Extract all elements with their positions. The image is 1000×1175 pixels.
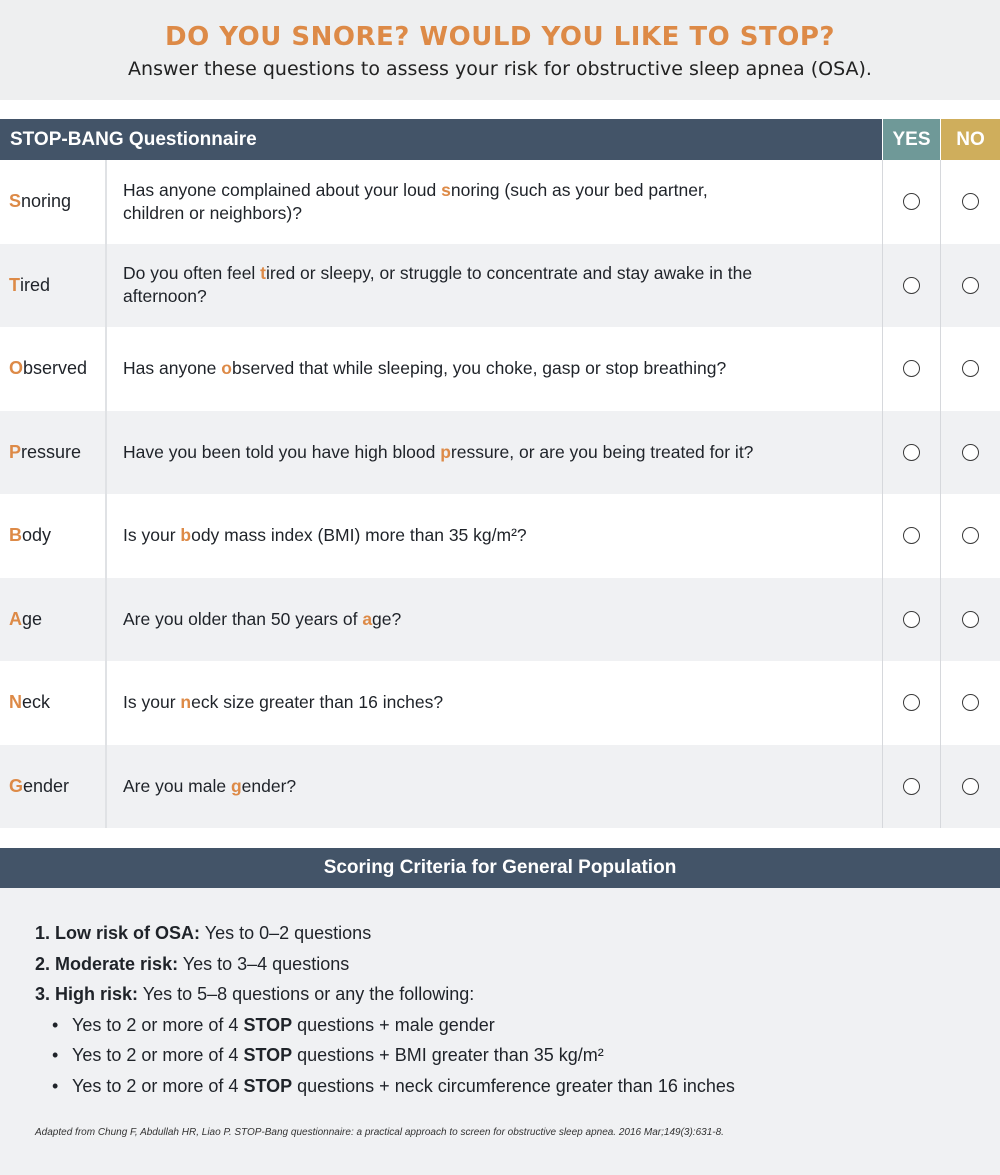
criteria-item xyxy=(35,920,1000,951)
high-risk-sub-list xyxy=(0,1012,1000,1104)
question-part: noring (such as your bed partner, children or neighbors)? xyxy=(123,179,708,223)
no-cell xyxy=(940,578,1000,662)
no-radio[interactable] xyxy=(962,778,979,795)
question-row-pressure xyxy=(0,411,1000,495)
sub-criteria-item xyxy=(72,1012,1000,1043)
question-text xyxy=(107,578,882,662)
yes-radio[interactable] xyxy=(903,193,920,210)
no-radio[interactable] xyxy=(962,193,979,210)
criteria-text: Yes to 0–2 questions xyxy=(200,923,372,943)
yes-cell xyxy=(882,745,940,829)
question-row-gender xyxy=(0,745,1000,829)
question-highlight: g xyxy=(230,775,242,796)
yes-cell xyxy=(882,244,940,328)
row-label xyxy=(0,661,107,745)
question-part: Is your xyxy=(123,692,181,713)
question-part: ge? xyxy=(372,608,402,629)
label-initial: N xyxy=(9,692,22,713)
label-rest: eck xyxy=(22,692,51,713)
sub-criteria-item xyxy=(72,1073,1000,1104)
criteria-label: Moderate risk: xyxy=(55,953,179,974)
question-part: Are you male xyxy=(123,775,231,796)
label-rest: noring xyxy=(21,191,72,212)
yes-cell xyxy=(882,411,940,495)
criteria-label: High risk: xyxy=(55,984,139,1004)
row-label xyxy=(0,745,107,829)
sub-bold: STOP xyxy=(243,1045,293,1065)
header-band xyxy=(0,0,1000,100)
criteria-text: Yes to 5–8 questions or any the following: xyxy=(138,984,475,1004)
question-part: bserved that while sleeping, you choke, gasp or stop breathing? xyxy=(231,358,727,379)
yes-radio[interactable] xyxy=(903,778,920,795)
row-label xyxy=(0,160,107,244)
no-cell xyxy=(940,327,1000,411)
no-radio[interactable] xyxy=(962,611,979,628)
question-part: ender? xyxy=(241,775,297,796)
question-row-observed xyxy=(0,327,1000,411)
question-row-snoring xyxy=(0,160,1000,244)
table-title: STOP-BANG Questionnaire xyxy=(0,119,882,160)
no-radio[interactable] xyxy=(962,277,979,294)
no-column-header: NO xyxy=(940,119,1000,160)
row-label xyxy=(0,494,107,578)
yes-column-header: YES xyxy=(882,119,940,160)
criteria-text: Yes to 3–4 questions xyxy=(178,953,350,974)
question-row-tired xyxy=(0,244,1000,328)
sub-criteria-item xyxy=(72,1042,1000,1073)
question-part: Do you often feel xyxy=(123,263,261,284)
citation: Adapted from Chung F, Abdullah HR, Liao P. STOP-Bang questionnaire: a practical approach to screen for obstructive sleep apnea. 2016 Mar;149(3):631-8. xyxy=(35,1127,724,1138)
yes-radio[interactable] xyxy=(903,611,920,628)
question-highlight: a xyxy=(362,608,373,629)
label-initial: B xyxy=(9,525,22,546)
criteria-number: 1. xyxy=(35,923,51,943)
no-cell xyxy=(940,745,1000,829)
row-label xyxy=(0,578,107,662)
sub-text: Yes to 2 or more of 4 xyxy=(72,1045,244,1065)
question-part: ressure, or are you being treated for it? xyxy=(450,441,754,462)
yes-cell xyxy=(882,578,940,662)
question-highlight: n xyxy=(180,692,192,713)
page-subtitle: Answer these questions to assess your risk for obstructive sleep apnea (OSA). xyxy=(128,58,872,80)
table-header xyxy=(0,119,1000,160)
no-cell xyxy=(940,494,1000,578)
page-title: DO YOU SNORE? WOULD YOU LIKE TO STOP? xyxy=(165,22,835,52)
no-cell xyxy=(940,411,1000,495)
no-radio[interactable] xyxy=(962,360,979,377)
question-part: ody mass index (BMI) more than 35 kg/m²? xyxy=(191,525,527,546)
scoring-header: Scoring Criteria for General Population xyxy=(0,848,1000,888)
sub-text: questions + male gender xyxy=(292,1014,495,1035)
label-rest: ge xyxy=(22,608,43,629)
sub-text: Yes to 2 or more of 4 xyxy=(72,1014,244,1035)
question-text xyxy=(107,661,882,745)
label-rest: ody xyxy=(22,525,52,546)
sub-text: Yes to 2 or more of 4 xyxy=(72,1075,244,1096)
no-radio[interactable] xyxy=(962,694,979,711)
criteria-item xyxy=(35,951,1000,982)
label-initial: G xyxy=(9,775,24,796)
sub-text: questions + BMI greater than 35 kg/m² xyxy=(292,1045,604,1065)
question-part: Have you been told you have high blood xyxy=(123,441,441,462)
yes-radio[interactable] xyxy=(903,694,920,711)
question-text xyxy=(107,411,882,495)
yes-cell xyxy=(882,661,940,745)
label-rest: ressure xyxy=(21,441,82,462)
yes-radio[interactable] xyxy=(903,360,920,377)
label-rest: bserved xyxy=(23,358,88,379)
question-part: ired or sleepy, or struggle to concentrate and stay awake in the afternoon? xyxy=(123,263,753,307)
row-label xyxy=(0,244,107,328)
question-highlight: o xyxy=(221,358,232,379)
question-part: Is your xyxy=(123,525,181,546)
label-initial: T xyxy=(9,274,20,295)
sub-bold: STOP xyxy=(243,1075,293,1096)
question-part: Has anyone xyxy=(123,358,222,379)
label-initial: P xyxy=(9,441,22,462)
no-radio[interactable] xyxy=(962,527,979,544)
criteria-number: 3. xyxy=(35,984,51,1004)
question-text xyxy=(107,244,882,328)
label-rest: ired xyxy=(20,274,51,295)
question-part: Are you older than 50 years of xyxy=(123,608,363,629)
no-cell xyxy=(940,244,1000,328)
row-label xyxy=(0,327,107,411)
no-cell xyxy=(940,160,1000,244)
question-part: eck size greater than 16 inches? xyxy=(191,692,444,713)
question-row-body xyxy=(0,494,1000,578)
scoring-criteria-list xyxy=(0,888,1000,1012)
yes-radio[interactable] xyxy=(903,444,920,461)
question-row-age xyxy=(0,578,1000,662)
yes-cell xyxy=(882,327,940,411)
label-initial: A xyxy=(9,608,22,629)
sub-text: questions + neck circumference greater than 16 inches xyxy=(292,1075,735,1096)
criteria-item xyxy=(35,981,1000,1012)
label-rest: ender xyxy=(23,775,70,796)
stop-bang-table xyxy=(0,119,1000,828)
sub-bold: STOP xyxy=(243,1014,293,1035)
criteria-number: 2. xyxy=(35,953,51,974)
question-highlight: b xyxy=(180,525,192,546)
yes-radio[interactable] xyxy=(903,527,920,544)
question-text xyxy=(107,494,882,578)
scoring-body xyxy=(0,888,1000,1175)
row-label xyxy=(0,411,107,495)
question-text xyxy=(107,327,882,411)
no-cell xyxy=(940,661,1000,745)
question-highlight: p xyxy=(440,441,451,462)
label-initial: O xyxy=(9,358,24,379)
criteria-label: Low risk of OSA: xyxy=(55,923,201,943)
question-highlight: t xyxy=(260,263,266,284)
no-radio[interactable] xyxy=(962,444,979,461)
question-row-neck xyxy=(0,661,1000,745)
question-text xyxy=(107,160,882,244)
question-highlight: s xyxy=(441,179,451,200)
yes-radio[interactable] xyxy=(903,277,920,294)
question-part: Has anyone complained about your loud xyxy=(123,179,442,200)
yes-cell xyxy=(882,494,940,578)
yes-cell xyxy=(882,160,940,244)
question-text xyxy=(107,745,882,829)
label-initial: S xyxy=(9,191,22,212)
